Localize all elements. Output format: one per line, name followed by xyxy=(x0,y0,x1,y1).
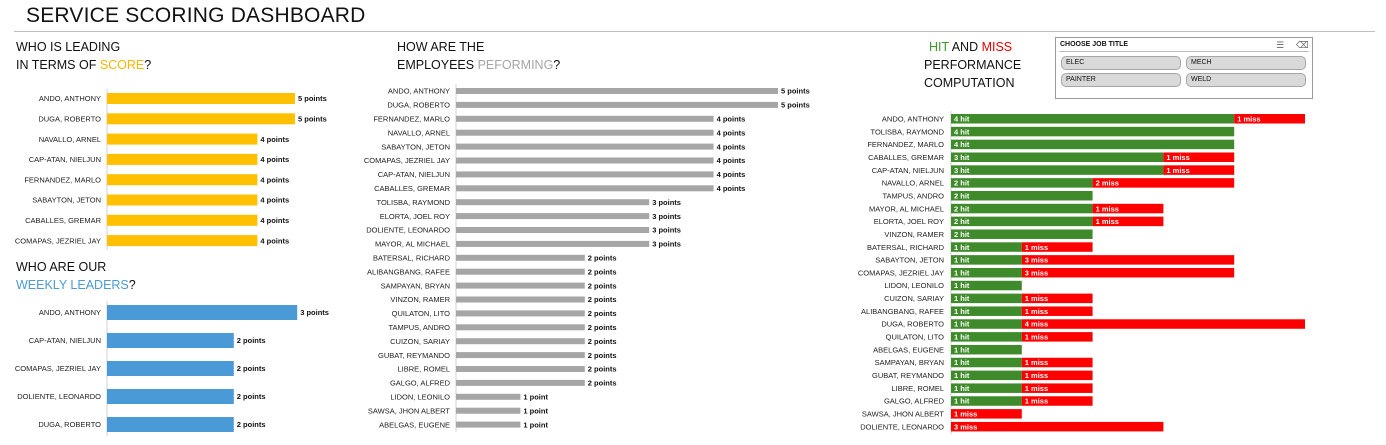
hit_miss-hit-value-sampayan-bryan: 1 hit xyxy=(954,358,970,368)
performing-value-quilaton-lito: 2 points xyxy=(587,309,617,319)
hit_miss-label-doliente-leonardo: DOLIENTE, LEONARDO xyxy=(860,422,944,432)
hit_miss-miss-value-elorta-joel-roy: 1 miss xyxy=(1095,217,1119,227)
hit_miss-hit-bar-cap-atan-nieljun xyxy=(951,165,1163,175)
hit_miss-miss-value-alibangbang-rafee: 1 miss xyxy=(1024,306,1049,316)
hit_miss-label-cap-atan-nieljun: CAP-ATAN, NIELJUN xyxy=(871,165,944,175)
hit_miss-miss-bar-sabayton-jeton xyxy=(1022,255,1234,265)
hit_miss-label-tolisba-raymond: TOLISBA, RAYMOND xyxy=(870,127,944,137)
hit_miss-hit-value-elorta-joel-roy: 2 hit xyxy=(954,217,970,227)
performing-label-duga-roberto: DUGA, ROBERTO xyxy=(387,100,450,110)
score-heading-accent: SCORE xyxy=(99,58,145,72)
performing-bar-doliente-leonardo xyxy=(456,227,649,233)
hit_miss-miss-value-doliente-leonardo: 3 miss xyxy=(954,422,978,432)
performing-label-vinzon-ramer: VINZON, RAMER xyxy=(390,295,450,305)
performing-bar-caballes-gremar xyxy=(456,185,714,191)
performing-value-sabayton-jeton: 4 points xyxy=(716,142,746,152)
weekly_leaders-label-duga-roberto: DUGA, ROBERTO xyxy=(38,420,101,430)
performing-heading-line2 xyxy=(397,56,560,74)
score_leaders-bar-cap-atan-nieljun xyxy=(107,154,257,165)
page-title: SERVICE SCORING DASHBOARD xyxy=(26,4,366,27)
performing-bar-vinzon-ramer xyxy=(456,297,585,303)
hit_miss-hit-bar-navallo-arnel xyxy=(951,178,1093,188)
performing-label-doliente-leonardo: DOLIENTE, LEONARDO xyxy=(366,225,450,235)
weekly_leaders-value-ando-anthony: 3 points xyxy=(300,308,329,318)
hit_miss-hit-bar-elorta-joel-roy xyxy=(951,217,1093,227)
score-heading xyxy=(16,38,151,74)
hit_miss-label-batersal-richard: BATERSAL, RICHARD xyxy=(867,242,944,252)
performing-value-tampus-andro: 2 points xyxy=(587,323,617,332)
performing-value-doliente-leonardo: 3 points xyxy=(652,225,681,235)
performing-value-lidon-leonilo: 1 point xyxy=(523,392,548,402)
hit_miss-hit-value-vinzon-ramer: 2 hit xyxy=(954,229,970,239)
hitmiss-heading-line3: COMPUTATION xyxy=(924,76,1015,90)
performing-value-elorta-joel-roy: 3 points xyxy=(652,211,681,221)
performing-heading-accent: PEFORMING xyxy=(477,58,554,72)
score_leaders-value-duga-roberto: 5 points xyxy=(298,114,327,124)
score-heading-prefix: IN TERMS OF xyxy=(16,58,100,72)
weekly_leaders-bar-ando-anthony xyxy=(107,305,297,320)
hitmiss-heading-line2: PERFORMANCE xyxy=(924,58,1022,72)
performing-bar-galgo-alfred xyxy=(456,380,585,386)
hit_miss-hit-value-gubat-reymando: 1 hit xyxy=(954,371,970,381)
hit_miss-hit-value-mayor-al-michael: 2 hit xyxy=(954,204,970,214)
score_leaders-bar-sabayton-jeton xyxy=(107,195,257,206)
hit_miss-label-comapas-jezriel-jay: COMAPAS, JEZRIEL JAY xyxy=(857,268,944,278)
score_leaders-value-comapas-jezriel-jay: 4 points xyxy=(260,236,290,246)
weekly_leaders-value-duga-roberto: 2 points xyxy=(236,420,266,430)
performing-value-tolisba-raymond: 3 points xyxy=(652,197,681,207)
hit_miss-label-duga-roberto: DUGA, ROBERTO xyxy=(881,319,944,329)
hit_miss-label-gubat-reymando: GUBAT, REYMANDO xyxy=(872,371,944,381)
score_leaders-value-navallo-arnel: 4 points xyxy=(260,134,290,144)
hit_miss-miss-value-caballes-gremar: 1 miss xyxy=(1166,152,1190,162)
performing-label-navallo-arnel: NAVALLO, ARNEL xyxy=(387,128,450,138)
clear-filter-icon[interactable]: ⌫ xyxy=(1296,40,1309,50)
hit_miss-miss-value-comapas-jezriel-jay: 3 miss xyxy=(1024,268,1049,278)
performing-label-caballes-gremar: CABALLES, GREMAR xyxy=(374,184,450,193)
performing-bar-abelgas-eugene xyxy=(456,422,520,428)
performing-bar-gubat-reymando xyxy=(456,352,585,358)
hit_miss-hit-bar-vinzon-ramer xyxy=(951,229,1093,239)
hit_miss-label-caballes-gremar: CABALLES, GREMAR xyxy=(868,152,944,162)
performing-label-comapas-jezriel-jay: COMAPAS, JEZRIEL JAY xyxy=(363,156,450,166)
performing-value-alibangbang-rafee: 2 points xyxy=(587,267,617,277)
performing-bar-fernandez-marlo xyxy=(456,116,714,122)
hit_miss-miss-bar-duga-roberto xyxy=(1022,319,1305,329)
performing-value-galgo-alfred: 2 points xyxy=(587,378,617,388)
hit_miss-hit-bar-tolisba-raymond xyxy=(951,127,1234,137)
performing-value-sampayan-bryan: 2 points xyxy=(587,281,617,291)
score_leaders-bar-navallo-arnel xyxy=(107,134,257,145)
performing-bar-alibangbang-rafee xyxy=(456,269,585,275)
hit_miss-hit-value-quilaton-lito: 1 hit xyxy=(954,332,970,342)
score_leaders-value-cap-atan-nieljun: 4 points xyxy=(260,155,290,165)
performing-bar-duga-roberto xyxy=(456,102,778,108)
hit_miss-hit-bar-fernandez-marlo xyxy=(951,140,1234,150)
performing-bar-sampayan-bryan xyxy=(456,283,585,289)
performing-label-sawsa-jhon-albert: SAWSA, JHON ALBERT xyxy=(367,406,450,416)
performing-value-cap-atan-nieljun: 4 points xyxy=(716,170,746,180)
weekly_leaders-value-cap-atan-nieljun: 2 points xyxy=(236,336,266,346)
performing-bar-navallo-arnel xyxy=(456,130,714,136)
hit_miss-hit-value-cuizon-sariay: 1 hit xyxy=(954,294,970,304)
weekly_leaders-label-ando-anthony: ANDO, ANTHONY xyxy=(38,308,101,318)
performing-bar-comapas-jezriel-jay xyxy=(456,158,714,164)
weekly_leaders-label-doliente-leonardo: DOLIENTE, LEONARDO xyxy=(17,392,101,402)
hit_miss-hit-value-batersal-richard: 1 hit xyxy=(954,242,970,252)
performing-bar-quilaton-lito xyxy=(456,310,585,316)
hit_miss-miss-value-duga-roberto: 4 miss xyxy=(1024,319,1049,329)
hit-miss-chart xyxy=(840,110,1360,440)
hit_miss-label-tampus-andro: TAMPUS, ANDRO xyxy=(882,191,944,201)
score_leaders-label-fernandez-marlo: FERNANDEZ, MARLO xyxy=(24,175,101,185)
hit_miss-miss-value-ando-anthony: 1 miss xyxy=(1237,114,1261,124)
weekly-heading-line2 xyxy=(16,276,136,294)
hit_miss-label-navallo-arnel: NAVALLO, ARNEL xyxy=(881,178,944,188)
slicer-option-weld[interactable]: WELD xyxy=(1186,73,1306,87)
hit_miss-miss-value-navallo-arnel: 2 miss xyxy=(1095,178,1119,188)
weekly-leaders-chart xyxy=(0,300,380,440)
hit_miss-hit-value-navallo-arnel: 2 hit xyxy=(954,178,970,188)
score_leaders-label-sabayton-jeton: SABAYTON, JETON xyxy=(32,195,101,205)
hit_miss-label-mayor-al-michael: MAYOR, AL MICHAEL xyxy=(868,204,944,214)
weekly_leaders-value-comapas-jezriel-jay: 2 points xyxy=(236,364,266,374)
performing-value-libre-romel: 2 points xyxy=(587,364,617,374)
hit_miss-miss-value-cap-atan-nieljun: 1 miss xyxy=(1166,165,1190,175)
hit_miss-hit-value-libre-romel: 1 hit xyxy=(954,383,970,393)
hit_miss-miss-bar-comapas-jezriel-jay xyxy=(1022,268,1234,278)
score_leaders-label-caballes-gremar: CABALLES, GREMAR xyxy=(25,216,101,225)
hit_miss-miss-value-sabayton-jeton: 3 miss xyxy=(1024,255,1049,265)
slicer-option-painter[interactable]: PAINTER xyxy=(1061,73,1181,87)
hit_miss-label-libre-romel: LIBRE, ROMEL xyxy=(891,383,944,393)
performing-bar-sawsa-jhon-albert xyxy=(456,408,520,414)
job-title-slicer[interactable] xyxy=(1055,37,1313,99)
hit_miss-hit-value-galgo-alfred: 1 hit xyxy=(954,396,970,406)
performing-label-elorta-joel-roy: ELORTA, JOEL ROY xyxy=(379,211,450,221)
performing-bar-mayor-al-michael xyxy=(456,241,649,247)
performing-label-sampayan-bryan: SAMPAYAN, BRYAN xyxy=(380,281,450,291)
performing-value-fernandez-marlo: 4 points xyxy=(716,114,746,124)
hit_miss-miss-value-quilaton-lito: 1 miss xyxy=(1024,332,1049,342)
weekly-heading-accent: WEEKLY LEADERS xyxy=(16,278,129,292)
hit_miss-label-vinzon-ramer: VINZON, RAMER xyxy=(884,229,944,239)
score-heading-line2 xyxy=(16,56,151,74)
hitmiss-heading-and: AND xyxy=(948,40,982,54)
weekly_leaders-value-doliente-leonardo: 2 points xyxy=(236,392,266,402)
performing-chart xyxy=(340,84,840,434)
performing-bar-batersal-richard xyxy=(456,255,585,261)
hit_miss-hit-bar-mayor-al-michael xyxy=(951,204,1093,214)
performing-bar-sabayton-jeton xyxy=(456,144,714,150)
performing-bar-elorta-joel-roy xyxy=(456,213,649,219)
score_leaders-value-sabayton-jeton: 4 points xyxy=(260,195,290,205)
performing-bar-tampus-andro xyxy=(456,324,585,330)
multi-select-icon[interactable]: ☰ xyxy=(1276,40,1285,50)
slicer-divider xyxy=(1059,51,1309,52)
hitmiss-heading-hit: HIT xyxy=(929,40,949,54)
performing-bar-tolisba-raymond xyxy=(456,199,649,205)
hit_miss-hit-bar-ando-anthony xyxy=(951,114,1234,124)
performing-label-cuizon-sariay: CUIZON, SARIAY xyxy=(390,336,450,346)
slicer-option-mech[interactable]: MECH xyxy=(1186,56,1306,70)
hit_miss-label-quilaton-lito: QUILATON, LITO xyxy=(885,332,944,342)
performing-bar-ando-anthony xyxy=(456,88,778,94)
score_leaders-value-ando-anthony: 5 points xyxy=(298,94,327,104)
hit_miss-hit-value-lidon-leonilo: 1 hit xyxy=(954,281,970,291)
performing-label-lidon-leonilo: LIDON, LEONILO xyxy=(390,392,450,402)
hit_miss-miss-value-mayor-al-michael: 1 miss xyxy=(1095,204,1119,214)
performing-label-fernandez-marlo: FERNANDEZ, MARLO xyxy=(373,114,450,124)
title-divider xyxy=(14,31,1375,32)
weekly_leaders-bar-cap-atan-nieljun xyxy=(107,333,234,348)
hit_miss-hit-value-abelgas-eugene: 1 hit xyxy=(954,345,970,355)
hit_miss-hit-value-caballes-gremar: 3 hit xyxy=(954,152,970,162)
performing-value-mayor-al-michael: 3 points xyxy=(652,239,681,249)
hit_miss-hit-value-cap-atan-nieljun: 3 hit xyxy=(954,165,970,175)
hit_miss-miss-value-galgo-alfred: 1 miss xyxy=(1024,396,1049,406)
performing-value-duga-roberto: 5 points xyxy=(781,100,810,110)
weekly_leaders-bar-comapas-jezriel-jay xyxy=(107,361,234,376)
score-leaders-chart xyxy=(0,88,380,253)
hit_miss-hit-value-ando-anthony: 4 hit xyxy=(954,114,970,124)
weekly-heading xyxy=(16,258,136,294)
score_leaders-bar-caballes-gremar xyxy=(107,215,257,226)
hit_miss-miss-value-batersal-richard: 1 miss xyxy=(1024,242,1049,252)
performing-bar-lidon-leonilo xyxy=(456,394,520,400)
score_leaders-label-duga-roberto: DUGA, ROBERTO xyxy=(38,114,101,124)
performing-bar-libre-romel xyxy=(456,366,585,372)
performing-heading-suffix: ? xyxy=(553,58,561,72)
weekly_leaders-label-comapas-jezriel-jay: COMAPAS, JEZRIEL JAY xyxy=(14,364,101,374)
hit_miss-label-abelgas-eugene: ABELGAS, EUGENE xyxy=(873,345,944,355)
performing-label-quilaton-lito: QUILATON, LITO xyxy=(391,309,450,319)
slicer-option-elec[interactable]: ELEC xyxy=(1061,56,1181,70)
hit_miss-label-elorta-joel-roy: ELORTA, JOEL ROY xyxy=(873,217,944,227)
performing-label-batersal-richard: BATERSAL, RICHARD xyxy=(373,253,450,263)
score_leaders-value-caballes-gremar: 4 points xyxy=(260,216,290,225)
hit_miss-miss-value-sampayan-bryan: 1 miss xyxy=(1024,358,1049,368)
hit_miss-label-alibangbang-rafee: ALIBANGBANG, RAFEE xyxy=(861,306,944,316)
score-heading-suffix: ? xyxy=(144,58,152,72)
score_leaders-label-comapas-jezriel-jay: COMAPAS, JEZRIEL JAY xyxy=(14,236,101,246)
performing-value-batersal-richard: 2 points xyxy=(587,253,617,263)
score_leaders-bar-duga-roberto xyxy=(107,113,295,124)
hit_miss-miss-value-sawsa-jhon-albert: 1 miss xyxy=(954,409,978,419)
weekly_leaders-bar-duga-roberto xyxy=(107,417,234,432)
performing-label-tolisba-raymond: TOLISBA, RAYMOND xyxy=(376,197,450,207)
hit_miss-label-lidon-leonilo: LIDON, LEONILO xyxy=(884,281,944,291)
slicer-title: CHOOSE JOB TITLE xyxy=(1060,41,1129,48)
hit_miss-hit-value-duga-roberto: 1 hit xyxy=(954,319,970,329)
performing-value-sawsa-jhon-albert: 1 point xyxy=(523,406,548,416)
hit_miss-label-cuizon-sariay: CUIZON, SARIAY xyxy=(884,294,944,304)
performing-value-cuizon-sariay: 2 points xyxy=(587,336,617,346)
hit_miss-label-sampayan-bryan: SAMPAYAN, BRYAN xyxy=(874,358,944,368)
performing-label-alibangbang-rafee: ALIBANGBANG, RAFEE xyxy=(367,267,450,277)
hit_miss-hit-value-sabayton-jeton: 1 hit xyxy=(954,255,970,265)
performing-value-ando-anthony: 5 points xyxy=(781,86,810,96)
performing-value-gubat-reymando: 2 points xyxy=(587,350,617,360)
performing-heading-prefix: EMPLOYEES xyxy=(397,58,478,72)
hit_miss-miss-value-libre-romel: 1 miss xyxy=(1024,383,1049,393)
hit_miss-label-sawsa-jhon-albert: SAWSA, JHON ALBERT xyxy=(861,409,944,419)
hit_miss-hit-value-tolisba-raymond: 4 hit xyxy=(954,127,970,137)
hit_miss-label-fernandez-marlo: FERNANDEZ, MARLO xyxy=(867,140,944,150)
hit_miss-label-ando-anthony: ANDO, ANTHONY xyxy=(881,114,944,124)
score_leaders-value-fernandez-marlo: 4 points xyxy=(260,175,290,185)
performing-value-vinzon-ramer: 2 points xyxy=(587,295,617,305)
performing-label-mayor-al-michael: MAYOR, AL MICHAEL xyxy=(374,239,450,249)
performing-label-cap-atan-nieljun: CAP-ATAN, NIELJUN xyxy=(377,170,450,180)
score_leaders-bar-fernandez-marlo xyxy=(107,174,257,185)
performing-label-gubat-reymando: GUBAT, REYMANDO xyxy=(378,350,450,360)
score_leaders-bar-comapas-jezriel-jay xyxy=(107,235,257,246)
weekly-heading-line1: WHO ARE OUR xyxy=(16,260,107,274)
score_leaders-label-cap-atan-nieljun: CAP-ATAN, NIELJUN xyxy=(28,155,101,165)
hit_miss-hit-value-tampus-andro: 2 hit xyxy=(954,191,970,201)
hit_miss-hit-value-alibangbang-rafee: 1 hit xyxy=(954,306,970,316)
performing-label-sabayton-jeton: SABAYTON, JETON xyxy=(381,142,450,152)
hit_miss-hit-value-comapas-jezriel-jay: 1 hit xyxy=(954,268,970,278)
performing-label-ando-anthony: ANDO, ANTHONY xyxy=(387,86,450,96)
performing-label-tampus-andro: TAMPUS, ANDRO xyxy=(388,323,450,332)
hit_miss-miss-bar-doliente-leonardo xyxy=(951,422,1163,432)
weekly-heading-suffix: ? xyxy=(128,278,136,292)
hit_miss-miss-value-gubat-reymando: 1 miss xyxy=(1024,371,1049,381)
score-heading-line1: WHO IS LEADING xyxy=(16,40,121,54)
hitmiss-heading-line1 xyxy=(924,38,1021,56)
performing-value-caballes-gremar: 4 points xyxy=(716,184,746,193)
hit_miss-label-sabayton-jeton: SABAYTON, JETON xyxy=(875,255,944,265)
hitmiss-heading-miss: MISS xyxy=(981,40,1013,54)
performing-bar-cuizon-sariay xyxy=(456,338,585,344)
performing-bar-cap-atan-nieljun xyxy=(456,171,714,177)
weekly_leaders-bar-doliente-leonardo xyxy=(107,389,234,404)
performing-value-abelgas-eugene: 1 point xyxy=(523,420,548,430)
hit_miss-hit-bar-tampus-andro xyxy=(951,191,1093,201)
weekly_leaders-label-cap-atan-nieljun: CAP-ATAN, NIELJUN xyxy=(28,336,101,346)
performing-label-libre-romel: LIBRE, ROMEL xyxy=(397,364,450,374)
score_leaders-bar-ando-anthony xyxy=(107,93,295,104)
performing-heading-line1: HOW ARE THE xyxy=(397,40,485,54)
hit_miss-hit-bar-caballes-gremar xyxy=(951,152,1163,162)
score_leaders-label-ando-anthony: ANDO, ANTHONY xyxy=(38,94,101,104)
hit_miss-label-galgo-alfred: GALGO, ALFRED xyxy=(883,396,944,406)
hitmiss-heading xyxy=(924,38,1021,92)
performing-value-navallo-arnel: 4 points xyxy=(716,128,746,138)
performing-label-abelgas-eugene: ABELGAS, EUGENE xyxy=(379,420,450,430)
hit_miss-hit-value-fernandez-marlo: 4 hit xyxy=(954,140,970,150)
hit_miss-miss-value-cuizon-sariay: 1 miss xyxy=(1024,294,1049,304)
performing-value-comapas-jezriel-jay: 4 points xyxy=(716,156,746,166)
performing-label-galgo-alfred: GALGO, ALFRED xyxy=(389,378,450,388)
score_leaders-label-navallo-arnel: NAVALLO, ARNEL xyxy=(38,134,101,144)
performing-heading xyxy=(397,38,560,74)
